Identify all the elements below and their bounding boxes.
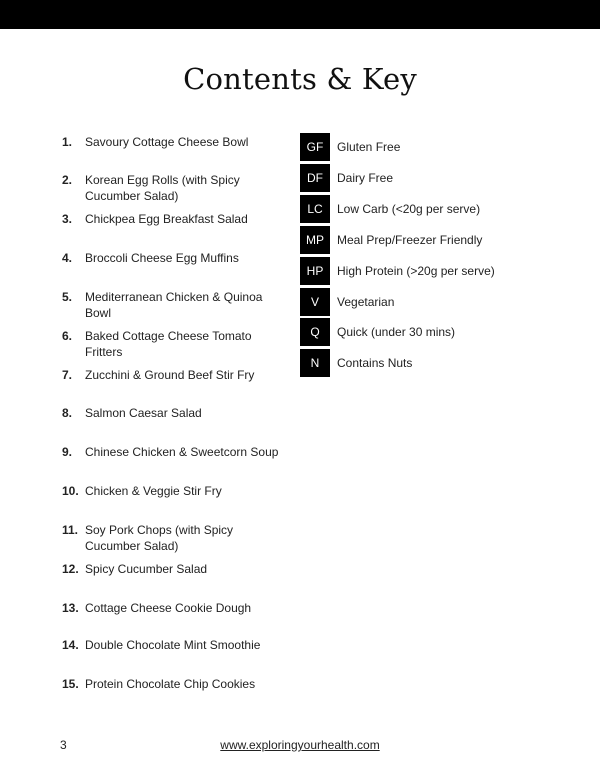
website-link[interactable]: www.exploringyourhealth.com xyxy=(220,738,380,752)
contents-item-number: 10. xyxy=(62,484,79,498)
contents-item-number: 12. xyxy=(62,562,79,576)
key-label: Low Carb (<20g per serve) xyxy=(337,202,481,216)
key-label: Dairy Free xyxy=(337,171,394,185)
contents-item-number: 13. xyxy=(62,601,79,615)
contents-item-number: 11. xyxy=(62,523,79,537)
key-badge: GF xyxy=(300,133,330,161)
key-badge: N xyxy=(300,349,330,377)
key-label: Meal Prep/Freezer Friendly xyxy=(337,233,483,247)
key-badge: DF xyxy=(300,164,330,192)
top-banner xyxy=(0,0,600,29)
key-label: Gluten Free xyxy=(337,140,401,154)
contents-item-label: Baked Cottage Cheese Tomato Fritters xyxy=(85,329,252,359)
key-badge: HP xyxy=(300,257,330,285)
key-badge: Q xyxy=(300,318,330,346)
contents-item-label: Chicken & Veggie Stir Fry xyxy=(85,484,222,498)
key-label: Vegetarian xyxy=(337,295,395,309)
contents-item-label: Korean Egg Rolls (with Spicy Cucumber Salad) xyxy=(85,173,240,203)
contents-item-number: 15. xyxy=(62,677,79,691)
contents-item-number: 8. xyxy=(62,406,73,420)
contents-item-label: Spicy Cucumber Salad xyxy=(85,562,208,576)
key-label: Contains Nuts xyxy=(337,356,413,370)
contents-item-label: Broccoli Cheese Egg Muffins xyxy=(85,251,239,265)
contents-item-label: Zucchini & Ground Beef Stir Fry xyxy=(85,368,255,382)
key-badge: V xyxy=(300,288,330,316)
contents-item-label: Salmon Caesar Salad xyxy=(85,406,202,420)
page-number: 3 xyxy=(60,738,67,752)
page-title: Contents & Key xyxy=(183,62,417,96)
key-label: High Protein (>20g per serve) xyxy=(337,264,495,278)
contents-item-label: Chinese Chicken & Sweetcorn Soup xyxy=(85,445,279,459)
contents-item-label: Double Chocolate Mint Smoothie xyxy=(85,638,261,652)
contents-item-label: Savoury Cottage Cheese Bowl xyxy=(85,135,249,149)
contents-item-number: 2. xyxy=(62,173,73,187)
contents-item-number: 7. xyxy=(62,368,73,382)
contents-item-label: Mediterranean Chicken & Quinoa Bowl xyxy=(85,290,263,320)
contents-item-label: Protein Chocolate Chip Cookies xyxy=(85,677,256,691)
contents-item-number: 6. xyxy=(62,329,73,343)
contents-item-label: Chickpea Egg Breakfast Salad xyxy=(85,212,248,226)
contents-item-number: 1. xyxy=(62,135,73,149)
contents-item-number: 14. xyxy=(62,638,79,652)
contents-item-number: 5. xyxy=(62,290,73,304)
contents-item-label: Cottage Cheese Cookie Dough xyxy=(85,601,252,615)
key-badge: LC xyxy=(300,195,330,223)
contents-item-number: 4. xyxy=(62,251,73,265)
key-label: Quick (under 30 mins) xyxy=(337,325,456,339)
contents-item-number: 3. xyxy=(62,212,73,226)
contents-item-number: 9. xyxy=(62,445,73,459)
key-badge: MP xyxy=(300,226,330,254)
contents-item-label: Soy Pork Chops (with Spicy Cucumber Salad) xyxy=(85,523,234,553)
